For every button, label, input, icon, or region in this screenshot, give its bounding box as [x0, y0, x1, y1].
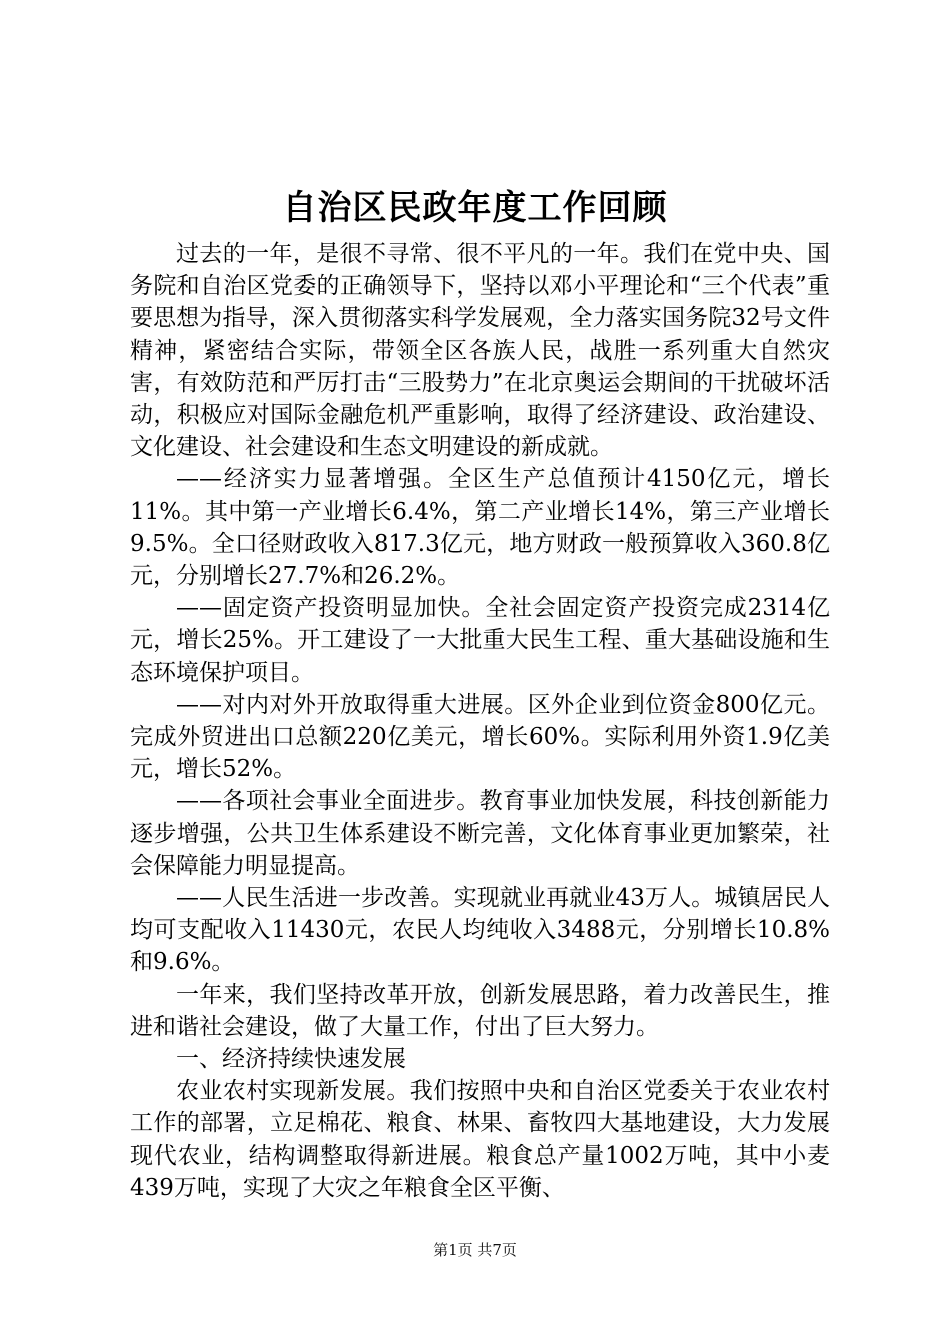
- paragraph-opening-up: ——对内对外开放取得重大进展。区外企业到位资金800亿元。完成外贸进出口总额220亿美元，增长60%。实际利用外资1.9亿美元，增长52%。: [130, 691, 830, 783]
- paragraph-agriculture: 农业农村实现新发展。我们按照中央和自治区党委关于农业农村工作的部署，立足棉花、粮食、林果、畜牧四大基地建设，大力发展现代农业，结构调整取得新进展。粮食总产量1002万吨，其中小麦439万吨，实现了大灾之年粮食全区平衡、: [130, 1078, 830, 1201]
- paragraph-living-standards: ——人民生活进一步改善。实现就业再就业43万人。城镇居民人均可支配收入11430元，农民人均纯收入3488元，分别增长10.8%和9.6%。: [130, 885, 830, 976]
- page-footer: 第1页 共7页: [433, 1241, 517, 1259]
- paragraph-economy: ——经济实力显著增强。全区生产总值预计4150亿元，增长11%。其中第一产业增长6.4%，第二产业增长14%，第三产业增长9.5%。全口径财政收入817.3亿元，地方财政一般预算收入360.8亿元，分别增长27.7%和26.2%。: [130, 466, 830, 590]
- paragraph-social-affairs: ——各项社会事业全面进步。教育事业加快发展，科技创新能力逐步增强，公共卫生体系建设不断完善，文化体育事业更加繁荣，社会保障能力明显提高。: [130, 788, 830, 879]
- document-body: [130, 238, 830, 1204]
- paragraph-intro: 过去的一年，是很不寻常、很不平凡的一年。我们在党中央、国务院和自治区党委的正确领导下，坚持以邓小平理论和“三个代表”重要思想为指导，深入贯彻落实科学发展观，全力落实国务院32号文件精神，紧密结合实际，带领全区各族人民，战胜一系列重大自然灾害，有效防范和严厉打击“三股势力”在北京奥运会期间的干扰破坏活动，积极应对国际金融危机严重影响，取得了经济建设、政治建设、文化建设、社会建设和生态文明建设的新成就。: [130, 241, 830, 461]
- section-heading: 一、经济持续快速发展: [176, 1046, 406, 1073]
- paragraph-summary: 一年来，我们坚持改革开放，创新发展思路，着力改善民生，推进和谐社会建设，做了大量工作，付出了巨大努力。: [130, 981, 830, 1040]
- paragraph-investment: ——固定资产投资明显加快。全社会固定资产投资完成2314亿元，增长25%。开工建设了一大批重大民生工程、重大基础设施和生态环境保护项目。: [130, 595, 830, 686]
- document-title: 自治区民政年度工作回顾: [282, 188, 668, 228]
